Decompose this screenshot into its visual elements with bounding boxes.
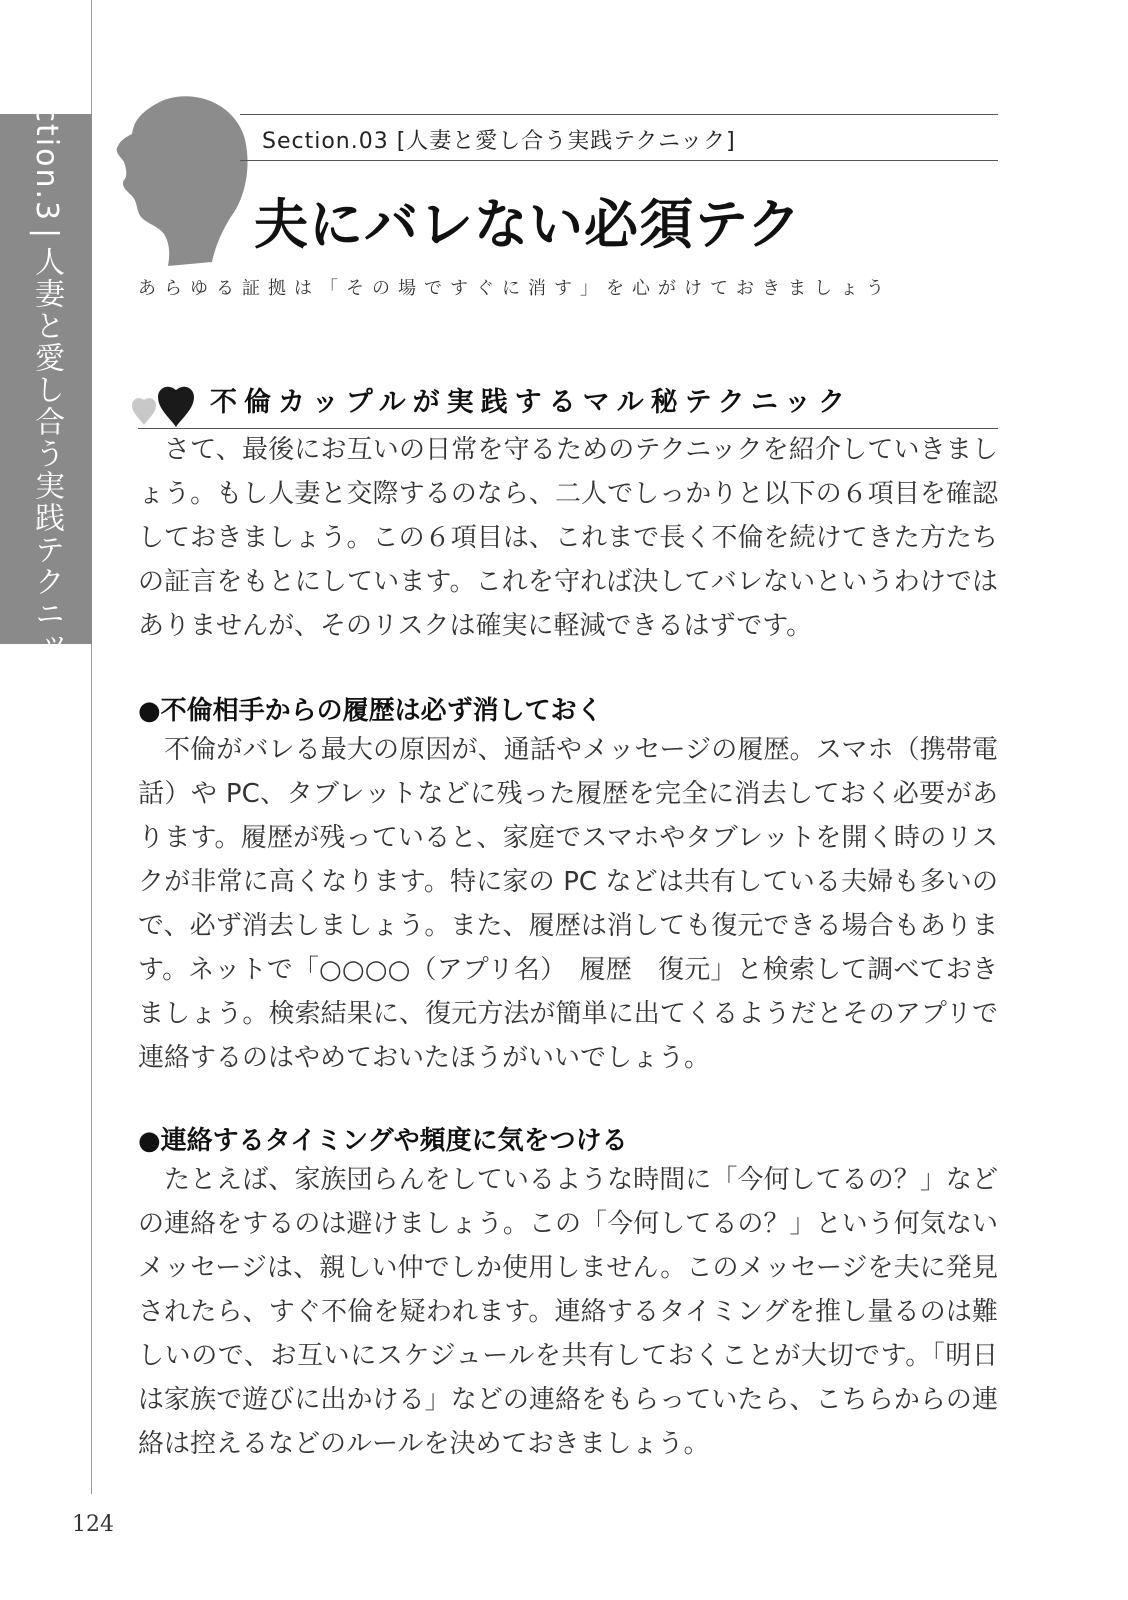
subheading-history: ●不倫相手からの履歴は必ず消しておく (138, 696, 603, 726)
sidebar-chapter-tab (0, 63, 92, 695)
subheading-timing: ●連絡するタイミングや頻度に気をつける (138, 1126, 628, 1156)
hearts-icon (130, 383, 196, 431)
page-title: 夫にバレない必須テク (254, 193, 802, 256)
section-header: Section.03 [人妻と愛し合う実践テクニック] (262, 129, 736, 154)
intro-paragraph: さて、最後にお互いの日常を守るためのテクニックを紹介していきましょう。もし人妻と交際するのなら、二人でしっかりと以下の６項目を確認しておきましょう。この６項目は、これまで長く不倫を続けてきた方たちの証言をもとにしています。これを守れば決してバレないというわけではありませんが、そのリスクは確実に軽減できるはずです。 (138, 435, 998, 641)
sidebar-separator: | (29, 228, 64, 241)
section-heading: 不倫カップルが実践するマル秘テクニック (210, 387, 852, 418)
header-bottom-rule (240, 160, 998, 161)
paragraph-timing: たとえば、家族団らんをしているような時間に「今何してるの？」などの連絡をするのは避けましょう。この「今何してるの？」という何気ないメッセージは、親しい仲でしか使用しません。このメッセージを夫に発見されたら、すぐ不倫を疑われます。連絡するタイミングを推し量るのは難しいので、お互いにスケジュールを共有しておくことが大切です。「明日は家族で遊びに出かける」などの連絡をもらっていたら、こちらからの連絡は控えるなどのルールを決めておきましょう。 (138, 1165, 998, 1459)
sidebar-section-label: Section.3 (29, 63, 64, 222)
paragraph-history: 不倫がバレる最大の原因が、通話やメッセージの履歴。スマホ（携帯電話）や PC、タブレットなどに残った履歴を完全に消去しておく必要があります。履歴が残っていると、家庭でスマホやタブレットを開く時のリスクが非常に高くなります。特に家の PC などは共有している夫婦も多いので、必ず消去しましょう。また、履歴は消しても復元できる場合もあります。ネットで「○○○○（アプリ名） 履歴 復元」と検索して調べておきましょう。検索結果に、復元方法が簡単に出てくるようだとそのアプリで連絡するのはやめておいたほうがいいでしょう。 (138, 735, 998, 1073)
page-subtitle: あらゆる証拠は「その場ですぐに消す」を心がけておきましょう (138, 278, 892, 299)
header-top-rule (240, 114, 998, 115)
sidebar-chapter-title: 人妻と愛し合う実践テクニック (29, 246, 64, 695)
woman-silhouette-icon (112, 94, 252, 274)
page-number: 124 (72, 1512, 114, 1537)
